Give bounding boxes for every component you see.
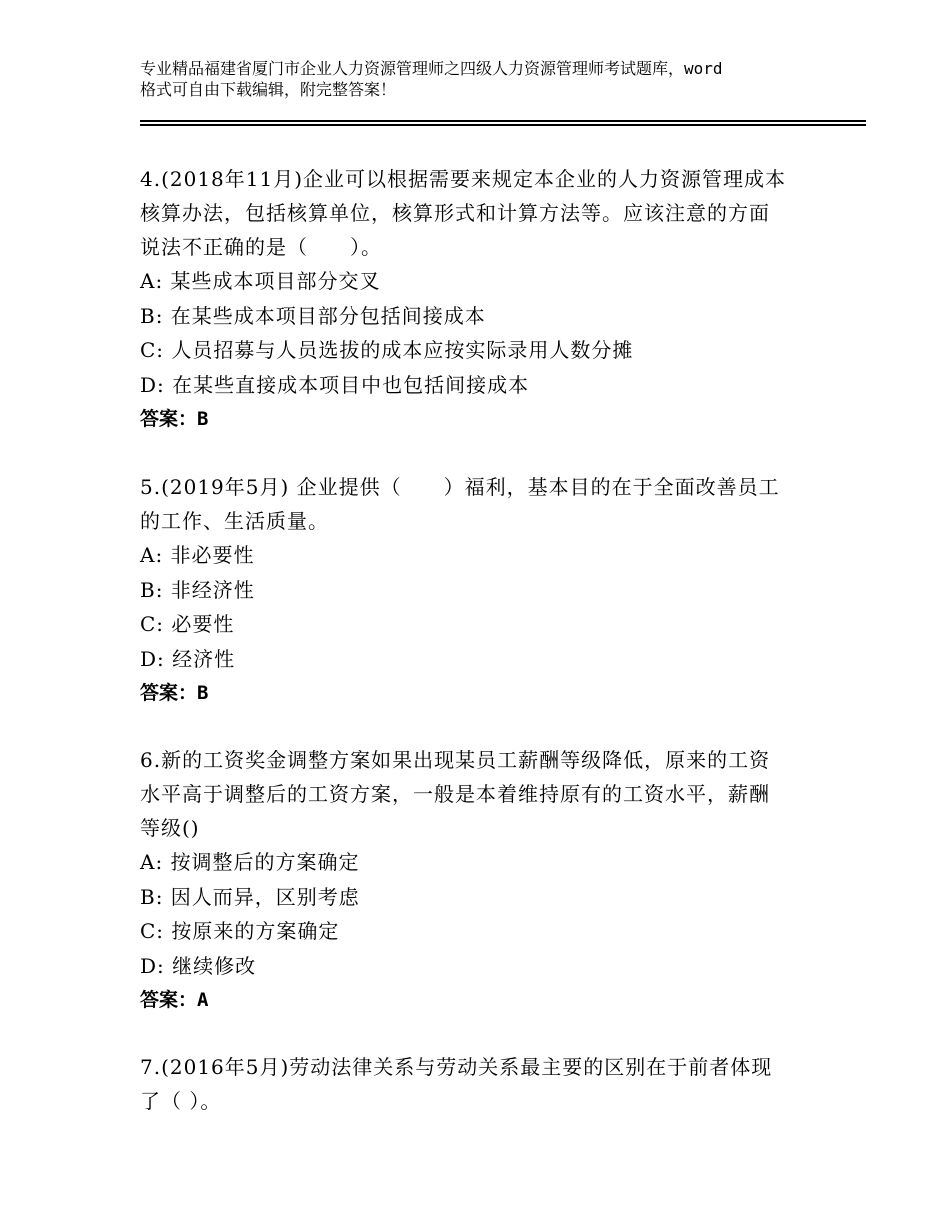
option-d: D: 在某些直接成本项目中也包括间接成本 xyxy=(140,372,530,397)
option-d: D: 经济性 xyxy=(140,646,236,671)
question-7 xyxy=(140,1050,820,1118)
option-b: B: 在某些成本项目部分包括间接成本 xyxy=(140,303,486,328)
question-stem-line: 了（ ）。 xyxy=(140,1089,222,1113)
option-c: C: 人员招募与人员选拔的成本应按实际录用人数分摊 xyxy=(140,338,634,362)
question-stem-line: 7.(2016年5月)劳动法律关系与劳动关系最主要的区别在于前者体现 xyxy=(140,1055,773,1079)
document-header xyxy=(140,58,830,100)
answer-label: 答案：B xyxy=(140,682,209,704)
header-divider-top xyxy=(140,120,866,122)
answer-label: 答案：B xyxy=(140,408,209,430)
option-d: D: 继续修改 xyxy=(140,953,257,978)
header-line-2: 格式可自由下载编辑，附完整答案！ xyxy=(140,80,397,99)
answer-label: 答案：A xyxy=(140,989,209,1011)
option-a: A: 按调整后的方案确定 xyxy=(140,850,360,874)
option-b: B: 非经济性 xyxy=(140,577,255,602)
question-4 xyxy=(140,162,820,436)
question-stem-line: 等级() xyxy=(140,816,200,840)
header-divider-bottom xyxy=(140,124,866,126)
option-c: C: 必要性 xyxy=(140,612,235,636)
question-stem-line: 说法不正确的是（ ）。 xyxy=(140,235,382,259)
question-5 xyxy=(140,470,820,710)
question-stem-line: 4.(2018年11月)企业可以根据需要来规定本企业的人力资源管理成本 xyxy=(140,167,787,191)
question-stem-line: 水平高于调整后的工资方案，一般是本着维持原有的工资水平，薪酬 xyxy=(140,782,770,806)
option-a: A: 非必要性 xyxy=(140,543,255,567)
question-stem-line: 核算办法，包括核算单位，核算形式和计算方法等。应该注意的方面 xyxy=(140,201,770,225)
question-stem-line: 5.(2019年5月) 企业提供（ ）福利，基本目的在于全面改善员工 xyxy=(140,475,780,499)
header-line-1: 专业精品福建省厦门市企业人力资源管理师之四级人力资源管理师考试题库，word xyxy=(140,59,723,78)
option-a: A: 某些成本项目部分交叉 xyxy=(140,269,381,293)
question-stem-line: 6.新的工资奖金调整方案如果出现某员工薪酬等级降低，原来的工资 xyxy=(140,748,771,772)
option-c: C: 按原来的方案确定 xyxy=(140,919,340,943)
option-b: B: 因人而异，区别考虑 xyxy=(140,884,360,909)
question-6 xyxy=(140,743,820,1017)
question-stem-line: 的工作、生活质量。 xyxy=(140,509,329,533)
